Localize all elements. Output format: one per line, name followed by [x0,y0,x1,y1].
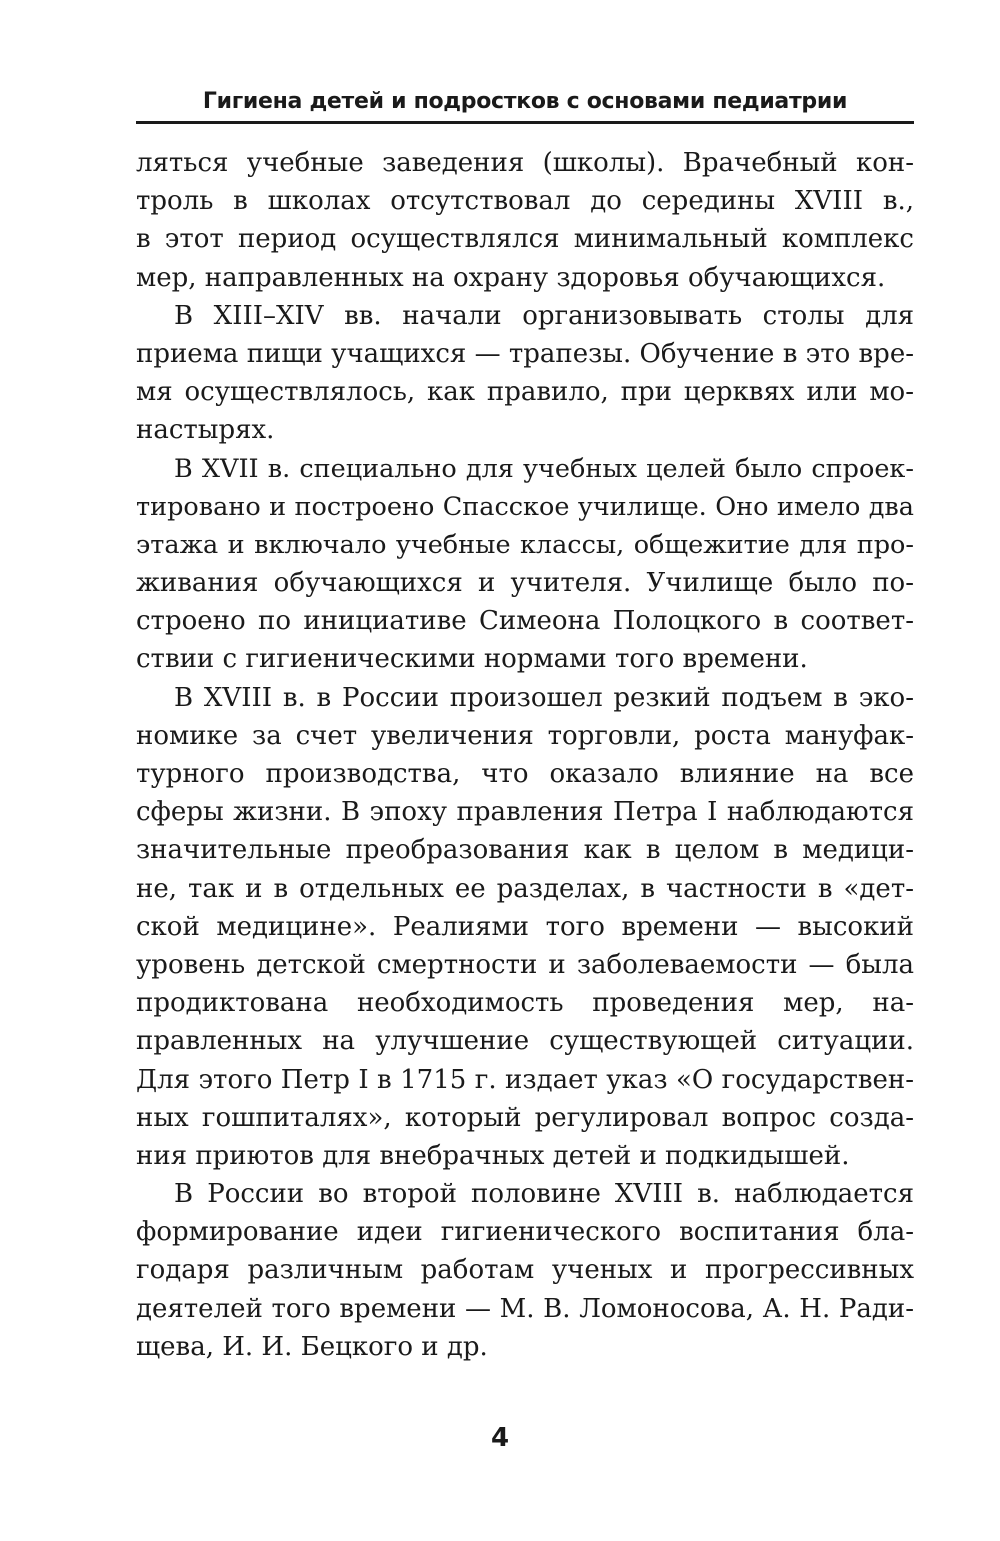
text-line: приема пищи учащихся — трапезы. Обучение в это вре- [136,338,914,369]
text-line: мер, направленных на охрану здоровья обучающихся. [136,262,886,293]
text-line: настырях. [136,415,275,446]
text-line: сферы жизни. В эпоху правления Петра I наблюдаются [136,797,914,828]
paragraph [136,679,914,1175]
text-line: троль в школах отсутствовал до середины XVIII в., [136,186,914,217]
text-line: ской медицине». Реалиями того времени — высокий [136,911,914,942]
text-line: ния приютов для внебрачных детей и подкидышей. [136,1140,850,1171]
text-line: формирование идеи гигиенического воспитания бла- [136,1217,914,1248]
text-line: живания обучающихся и учителя. Училище было по- [136,568,914,599]
text-line: ляться учебные заведения (школы). Врачебный кон- [136,148,914,178]
text-line: тировано и построено Спасское училище. Оно имело два [136,491,914,522]
text-line: щева, И. И. Бецкого и др. [136,1331,488,1362]
text-line: турного производства, что оказало влияние на все [136,759,914,789]
text-line: номике за счет увеличения торговли, роста мануфак- [136,720,914,751]
text-line: В России во второй половине XVIII в. наблюдается [174,1179,914,1210]
text-line: значительные преобразования как в целом в медици- [136,835,914,866]
header-rule [136,121,914,124]
text-line: этажа и включало учебные классы, общежитие для про- [136,529,914,560]
paragraph [136,450,914,679]
text-line: мя осуществлялось, как правило, при церквях или мо- [136,377,914,408]
page-number: 4 [490,1423,510,1453]
text-line: строено по инициативе Симеона Полоцкого в соответ- [136,606,914,637]
text-line: годаря различным работам ученых и прогрессивных [136,1255,914,1286]
text-line: ных гошпиталях», который регулировал вопрос созда- [136,1102,914,1133]
text-line: в этот период осуществлялся минимальный комплекс [136,224,914,255]
paragraph [136,144,914,297]
text-line: деятелей того времени — М. В. Ломоносова, А. Н. Ради- [136,1293,914,1324]
paragraph [136,297,914,450]
text-line: не, так и в отдельных ее разделах, в частности в «дет- [136,873,914,904]
paragraph [136,1175,914,1366]
text-line: ствии с гигиеническими нормами того времени. [136,644,808,675]
text-line: В XVIII в. в России произошел резкий подъем в эко- [174,682,914,713]
running-header: Гигиена детей и подростков с основами педиатрии [202,89,848,114]
text-line: продиктована необходимость проведения мер, на- [136,988,914,1019]
text-line: Для этого Петр I в 1715 г. издает указ «О государствен- [136,1064,914,1095]
text-line: уровень детской смертности и заболеваемости — была [136,949,914,980]
text-line: В XIII–XIV вв. начали организовывать столы для [174,300,914,331]
body-text [136,144,914,1366]
text-line: правленных на улучшение существующей ситуации. [136,1026,914,1057]
text-line: В XVII в. специально для учебных целей было спроек- [174,453,914,484]
